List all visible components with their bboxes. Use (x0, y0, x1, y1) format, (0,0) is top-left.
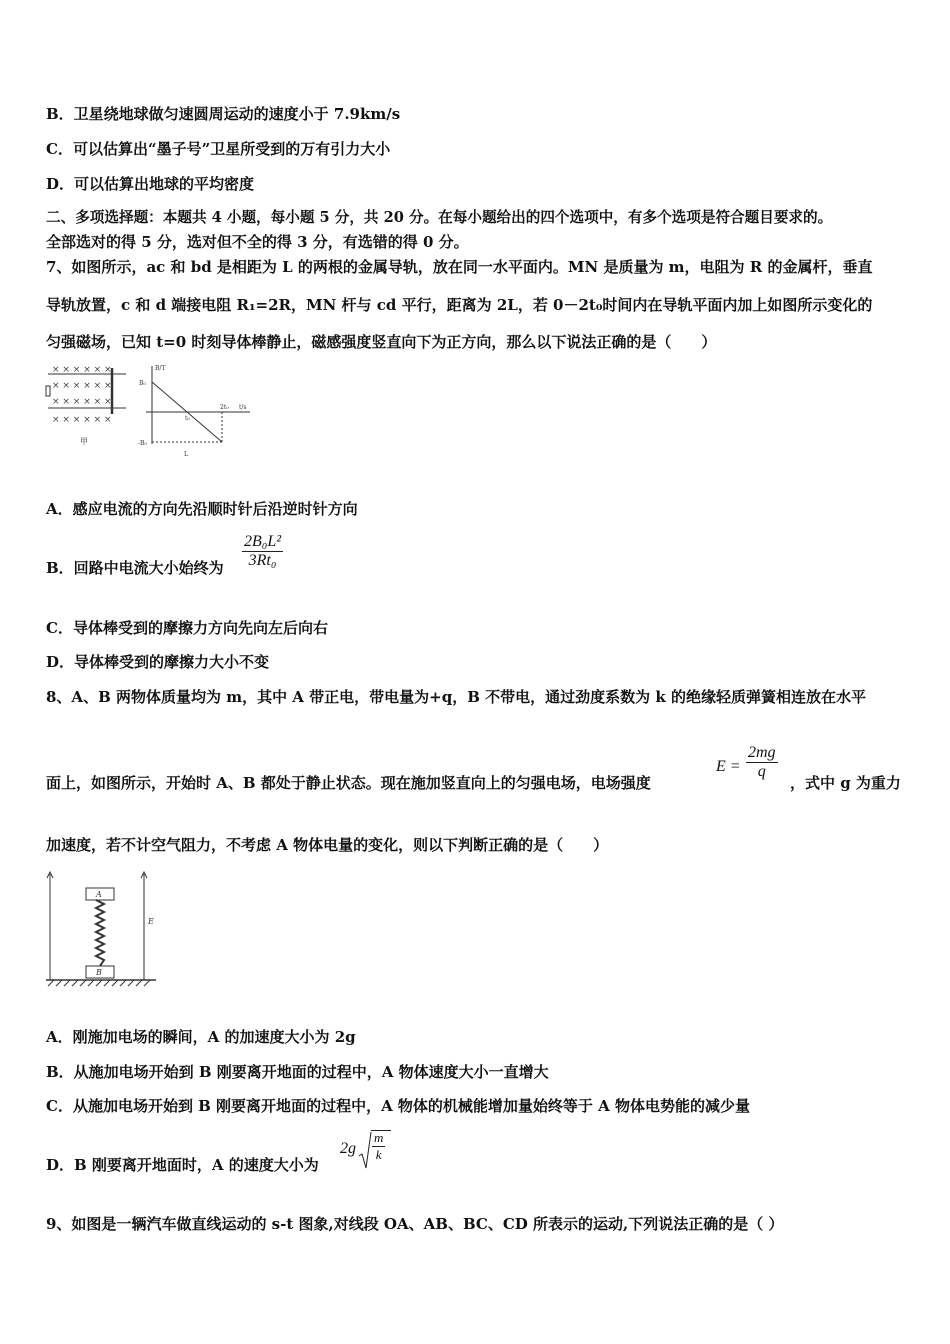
b0-label: B₀ (139, 380, 146, 387)
q9-stem: 9、如图是一辆汽车做直线运动的 s-t 图象,对线段 OA、AB、BC、CD 所表示的运动,下列说法正确的是（ ） (46, 1215, 784, 1233)
q8-option-d-coef: 2g (340, 1140, 356, 1157)
section2-heading: 二、多项选择题：本题共 4 小题，每小题 5 分，共 20 分。在每小题给出的四个选项中，有多个选项是符合题目要求的。 (46, 209, 833, 226)
fraction-numerator: 2B₀L² (244, 533, 282, 550)
q8-stem-1: 8、A、B 两物体质量均为 m，其中 A 带正电，带电量为+q，B 不带电，通过劲度系数为 k 的绝缘轻质弹簧相连放在水平 (46, 688, 866, 706)
label-e: E (148, 917, 154, 926)
q8-stem-2a: 面上，如图所示，开始时 A、B 都处于静止状态。现在施加竖直向上的匀强电场，电场强度 (46, 774, 651, 792)
q8-stem-2b: ，式中 g 为重力 (790, 774, 901, 792)
fraction-denominator: q (757, 763, 766, 780)
q7-stem-1: 7、如图所示，ac 和 bd 是相距为 L 的两根的金属导轨，放在同一水平面内。MN 是质量为 m，电阻为 R 的金属杆，垂直 (46, 258, 873, 276)
len-label: L (184, 451, 188, 458)
q8-option-c: C．从施加电场开始到 B 刚要离开地面的过程中，A 物体的机械能增加量始终等于 A 物体电势能的减少量 (46, 1097, 751, 1115)
q8-stem-3: 加速度，若不计空气阻力，不考虑 A 物体电量的变化，则以下判断正确的是（ ） (46, 836, 609, 854)
q6-option-b: B．卫星绕地球做匀速圆周运动的速度小于 7.9km/s (46, 105, 401, 123)
svg-text:× × × × × ×: × × × × × × (52, 415, 112, 425)
fraction-numerator: m (374, 1130, 384, 1145)
sqrt-sign-icon (358, 1130, 372, 1170)
bt-graph (146, 366, 250, 444)
fraction-denominator: k (375, 1147, 382, 1162)
y-axis-label: B/T (155, 365, 166, 372)
q6-option-c: C．可以估算出“墨子号”卫星所受到的万有引力大小 (46, 140, 391, 158)
svg-text:× × × × × ×: × × × × × × (52, 381, 112, 391)
spring (96, 900, 104, 966)
fraction-numerator: 2mg (748, 744, 776, 761)
q8-option-a: A．刚施加电场的瞬间，A 的加速度大小为 2g (46, 1028, 356, 1046)
q7-option-a: A．感应电流的方向先沿顺时针后沿逆时针方向 (46, 500, 358, 518)
svg-text:× × × × × ×: × × × × × × (52, 397, 112, 407)
q7-figure (42, 362, 262, 462)
q7-option-c: C．导体棒受到的摩擦力方向先向左后向右 (46, 619, 328, 637)
q8-figure (44, 870, 164, 990)
q8-option-d: D．B 刚要离开地面时，A 的速度大小为 (46, 1156, 319, 1174)
q7-stem-3: 匀强磁场，已知 t=0 时刻导体棒静止，磁感强度竖直向下为正方向，那么以下说法正确的是（ ） (46, 333, 717, 351)
t0-label: t₀ (185, 415, 190, 422)
resistor-icon (46, 386, 50, 396)
q7-option-d: D．导体棒受到的摩擦力大小不变 (46, 653, 270, 671)
q8-option-b: B．从施加电场开始到 B 刚要离开地面的过程中，A 物体速度大小一直增大 (46, 1063, 549, 1081)
q8-field-eq-fraction (746, 744, 778, 781)
neg-b0-label: -B₀ (138, 440, 147, 447)
q7-option-b: B．回路中电流大小始终为 (46, 559, 224, 577)
q8-field-eq-lhs: E = (716, 758, 741, 775)
fraction-denominator: 3Rt₀ (248, 552, 277, 569)
field-crosses (52, 365, 112, 425)
section2-instructions: 全部选对的得 5 分，选对但不全的得 3 分，有选错的得 0 分。 (46, 233, 469, 251)
q7-option-b-fraction (242, 533, 283, 570)
2t0-label: 2t₀ (220, 404, 229, 411)
q7-stem-2: 导轨放置，c 和 d 端接电阻 R₁=2R，MN 杆与 cd 平行，距离为 2L，若 0－2t₀时间内在导轨平面内加上如图所示变化的 (46, 296, 873, 314)
label-b: B (96, 968, 102, 977)
svg-text:× × × × × ×: × × × × × × (52, 365, 112, 375)
q8-option-d-fraction (372, 1130, 385, 1163)
t-axis-label: t/s (239, 404, 247, 411)
fig-label-jia: 甲 (80, 437, 88, 446)
q6-option-d: D．可以估算出地球的平均密度 (46, 175, 255, 193)
label-a: A (96, 890, 102, 899)
